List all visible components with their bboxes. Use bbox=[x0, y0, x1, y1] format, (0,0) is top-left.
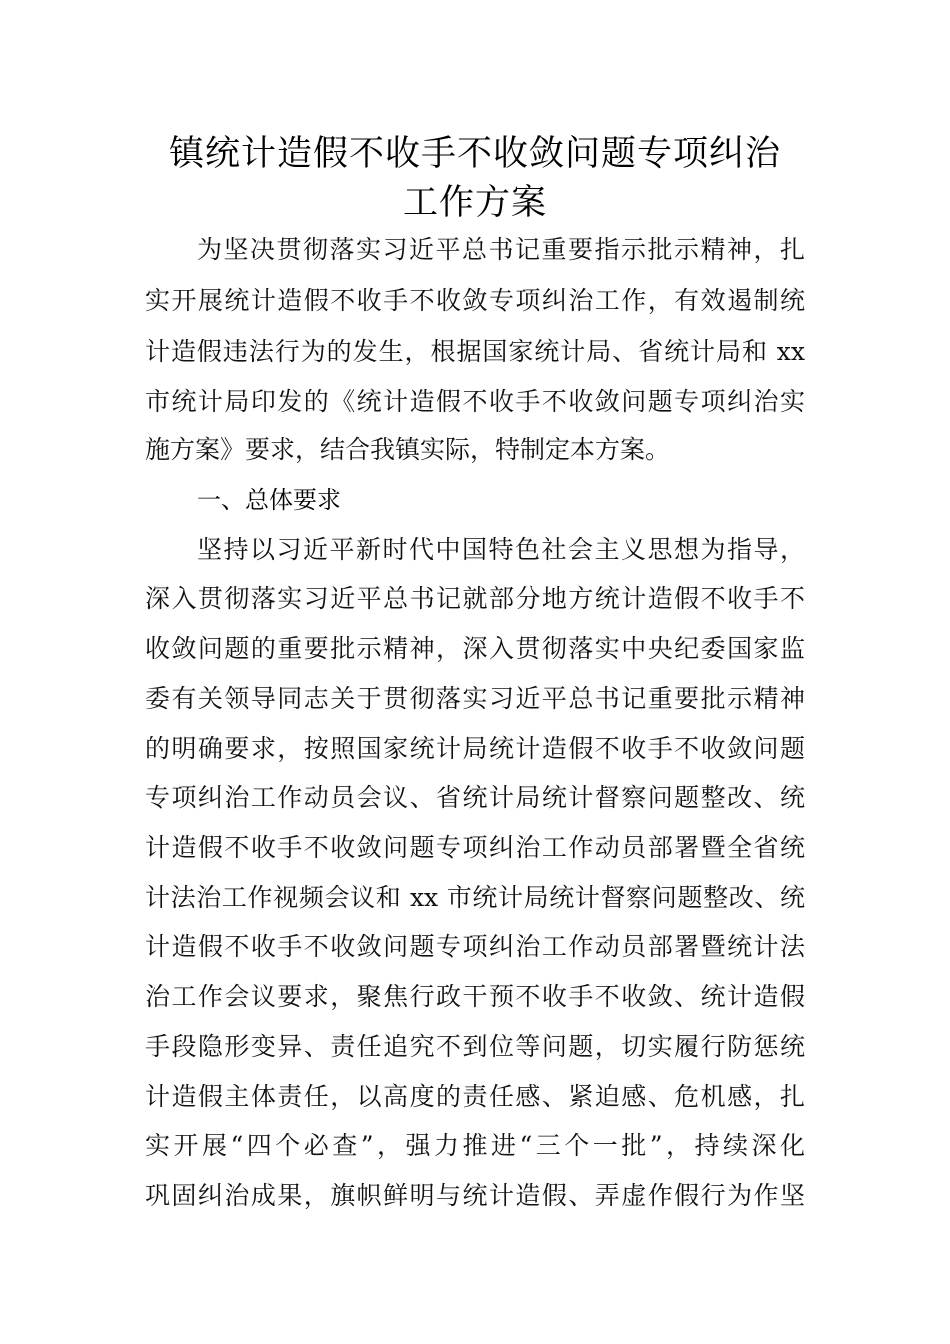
paragraph-line: 计造假不收手不收敛问题专项纠治工作动员部署暨全省统 bbox=[145, 833, 805, 862]
paragraph-line: 治工作会议要求，聚焦行政干预不收手不收敛、统计造假 bbox=[145, 982, 805, 1011]
paragraph-line: 手段隐形变异、责任追究不到位等问题，切实履行防惩统 bbox=[145, 1032, 805, 1061]
paragraph-line: 计造假违法行为的发生，根据国家统计局、省统计局和 xx bbox=[145, 337, 805, 366]
paragraph-line: 计法治工作视频会议和 xx 市统计局统计督察问题整改、统 bbox=[145, 883, 805, 912]
paragraph-line: 收敛问题的重要批示精神，深入贯彻落实中央纪委国家监 bbox=[145, 634, 805, 663]
paragraph-line: 实开展“四个必查”，强力推进“三个一批”，持续深化 bbox=[145, 1131, 805, 1160]
paragraph-line: 实开展统计造假不收手不收敛专项纠治工作，有效遏制统 bbox=[145, 286, 805, 315]
paragraph-line: 的明确要求，按照国家统计局统计造假不收手不收敛问题 bbox=[145, 734, 805, 763]
paragraph-line: 计造假主体责任，以高度的责任感、紧迫感、危机感，扎 bbox=[145, 1082, 805, 1111]
paragraph-line: 市统计局印发的《统计造假不收手不收敛问题专项纠治实 bbox=[145, 387, 805, 416]
paragraph-line: 施方案》要求，结合我镇实际，特制定本方案。 bbox=[145, 435, 671, 464]
paragraph-line: 专项纠治工作动员会议、省统计局统计督察问题整改、统 bbox=[145, 783, 805, 812]
paragraph-line: 为坚决贯彻落实习近平总书记重要指示批示精神，扎 bbox=[197, 235, 805, 264]
paragraph-line: 委有关领导同志关于贯彻落实习近平总书记重要批示精神 bbox=[145, 684, 805, 713]
paragraph-line: 巩固纠治成果，旗帜鲜明与统计造假、弄虚作假行为作坚 bbox=[145, 1181, 805, 1210]
paragraph-line: 深入贯彻落实习近平总书记就部分地方统计造假不收手不 bbox=[145, 584, 805, 613]
document-title-line-1: 镇统计造假不收手不收敛问题专项纠治 bbox=[168, 134, 781, 174]
document-title-line-2: 工作方案 bbox=[402, 183, 547, 223]
paragraph-line: 计造假不收手不收敛问题专项纠治工作动员部署暨统计法 bbox=[145, 932, 805, 961]
paragraph-line: 坚持以习近平新时代中国特色社会主义思想为指导， bbox=[197, 535, 805, 564]
section-heading: 一、总体要求 bbox=[197, 486, 341, 514]
